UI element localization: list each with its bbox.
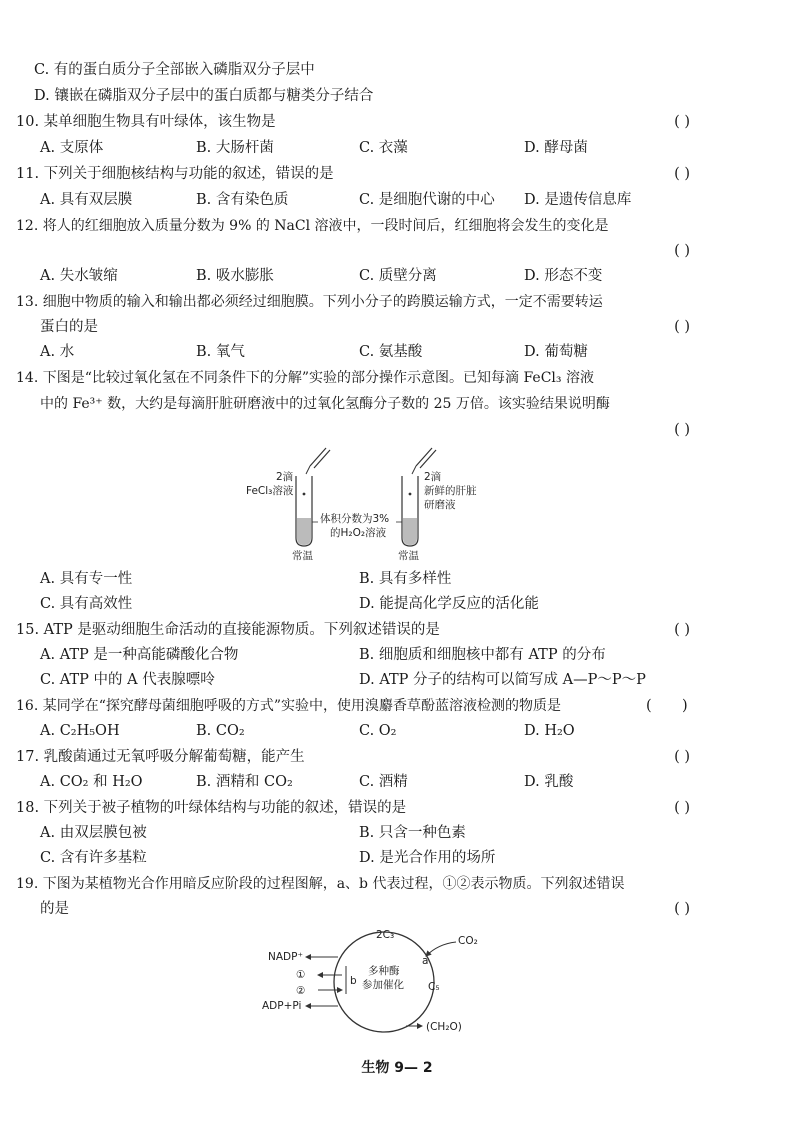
q14-option-d: D. 能提高化学反应的活化能 <box>359 596 539 612</box>
q18-stem: 18. 下列关于被子植物的叶绿体结构与功能的叙述，错误的是 <box>16 800 407 816</box>
q19-answer-paren: ( ) <box>674 901 690 917</box>
q10-option-b: B. 大肠杆菌 <box>196 140 274 156</box>
fig19-co2-label: CO₂ <box>458 935 478 947</box>
q11-answer-paren: ( ) <box>674 166 690 182</box>
q10-stem: 10. 某单细胞生物具有叶绿体，该生物是 <box>16 114 276 130</box>
fig19-2c3-label: 2C₃ <box>376 929 395 941</box>
q18-option-d: D. 是光合作用的场所 <box>359 850 496 866</box>
fig14-left-reagent: FeCl₃溶液 <box>246 485 294 497</box>
q9-option-c: C. 有的蛋白质分子全部嵌入磷脂双分子层中 <box>34 62 315 78</box>
q12-option-d: D. 形态不变 <box>524 268 603 284</box>
q12-answer-paren: ( ) <box>674 243 690 259</box>
q11-option-c: C. 是细胞代谢的中心 <box>359 192 495 208</box>
enzyme-experiment-figure <box>238 446 498 562</box>
q12-option-a: A. 失水皱缩 <box>40 268 118 284</box>
q16-stem: 16. 某同学在“探究酵母菌细胞呼吸的方式”实验中，使用溴麝香草酚蓝溶液检测的物质是 <box>16 698 562 714</box>
q17-option-c: C. 酒精 <box>359 774 408 790</box>
fig14-right-reagent-2: 研磨液 <box>424 499 456 511</box>
fig14-left-temperature: 常温 <box>292 550 313 562</box>
fig19-substance-1: ① <box>296 969 306 981</box>
fig19-adp-label: ADP+Pi <box>262 1000 302 1012</box>
q19-stem-line2: 的是 <box>40 901 69 917</box>
q15-answer-paren: ( ) <box>674 622 690 638</box>
q10-answer-paren: ( ) <box>674 114 690 130</box>
fig14-right-drop-count: 2滴 <box>424 471 442 483</box>
q13-option-a: A. 水 <box>40 344 75 360</box>
q12-option-c: C. 质壁分离 <box>359 268 437 284</box>
q15-option-b: B. 细胞质和细胞核中都有 ATP 的分布 <box>359 647 606 663</box>
q15-option-c: C. ATP 中的 A 代表腺嘌呤 <box>40 672 215 688</box>
left-test-tube <box>296 476 312 546</box>
calvin-cycle-figure <box>258 924 498 1040</box>
q16-option-d: D. H₂O <box>524 723 575 739</box>
q18-option-a: A. 由双层膜包被 <box>40 825 147 841</box>
q15-option-a: A. ATP 是一种高能磷酸化合物 <box>40 647 239 663</box>
fig19-enzyme-label-2: 参加催化 <box>362 979 404 991</box>
q13-option-b: B. 氧气 <box>196 344 245 360</box>
q14-answer-paren: ( ) <box>674 422 690 438</box>
fig19-process-a: a <box>422 955 429 967</box>
fig19-nadp-label: NADP⁺ <box>268 951 303 963</box>
q17-answer-paren: ( ) <box>674 749 690 765</box>
q17-option-a: A. CO₂ 和 H₂O <box>40 774 143 790</box>
q12-stem: 12. 将人的红细胞放入质量分数为 9% 的 NaCl 溶液中，一段时间后，红细胞将会发生的变化是 <box>16 218 609 234</box>
q14-option-b: B. 具有多样性 <box>359 571 452 587</box>
q12-option-b: B. 吸水膨胀 <box>196 268 274 284</box>
fig19-ch2o-label: (CH₂O) <box>426 1021 462 1033</box>
q10-option-d: D. 酵母菌 <box>524 140 588 156</box>
q16-option-a: A. C₂H₅OH <box>40 723 120 739</box>
q16-paren-close: ) <box>682 698 688 714</box>
fig19-substance-2: ② <box>296 985 306 997</box>
fig14-right-temperature: 常温 <box>398 550 419 562</box>
q17-stem: 17. 乳酸菌通过无氧呼吸分解葡萄糖，能产生 <box>16 749 305 765</box>
q11-option-b: B. 含有染色质 <box>196 192 289 208</box>
q14-option-a: A. 具有专一性 <box>40 571 133 587</box>
right-test-tube <box>402 476 418 546</box>
q13-stem-line1: 13. 细胞中物质的输入和输出都必须经过细胞膜。下列小分子的跨膜运输方式，一定不需要转运 <box>16 294 603 310</box>
q13-option-c: C. 氨基酸 <box>359 344 423 360</box>
q19-stem-line1: 19. 下图为某植物光合作用暗反应阶段的过程图解，a、b 代表过程，①②表示物质。下列叙述错误 <box>16 876 625 892</box>
fig14-left-drop-count: 2滴 <box>276 471 294 483</box>
q18-option-b: B. 只含一种色素 <box>359 825 466 841</box>
page-footer: 生物 9— 2 <box>361 1060 433 1076</box>
q18-option-c: C. 含有许多基粒 <box>40 850 147 866</box>
q13-stem-line2: 蛋白的是 <box>40 319 98 335</box>
q13-option-d: D. 葡萄糖 <box>524 344 588 360</box>
fig14-solution-label-2: 的H₂O₂溶液 <box>330 527 387 539</box>
fig19-process-b: b <box>350 975 357 987</box>
fig14-right-reagent-1: 新鲜的肝脏 <box>424 485 477 497</box>
q17-option-d: D. 乳酸 <box>524 774 574 790</box>
q16-option-b: B. CO₂ <box>196 723 245 739</box>
q14-option-c: C. 具有高效性 <box>40 596 133 612</box>
q18-answer-paren: ( ) <box>674 800 690 816</box>
q9-option-d: D. 镶嵌在磷脂双分子层中的蛋白质都与糖类分子结合 <box>34 88 374 104</box>
q10-option-c: C. 衣藻 <box>359 140 408 156</box>
q13-answer-paren: ( ) <box>674 319 690 335</box>
left-dropper-icon <box>306 448 330 474</box>
q11-option-d: D. 是遗传信息库 <box>524 192 632 208</box>
q15-option-d: D. ATP 分子的结构可以简写成 A—P～P～P <box>359 672 646 688</box>
fig14-solution-label-1: 体积分数为3% <box>320 513 390 525</box>
q14-stem-line1: 14. 下图是“比较过氧化氢在不同条件下的分解”实验的部分操作示意图。已知每滴 FeCl₃ 溶液 <box>16 370 594 386</box>
q17-option-b: B. 酒精和 CO₂ <box>196 774 293 790</box>
q11-option-a: A. 具有双层膜 <box>40 192 133 208</box>
q16-paren-open: ( <box>646 698 652 714</box>
q15-stem: 15. ATP 是驱动细胞生命活动的直接能源物质。下列叙述错误的是 <box>16 622 440 638</box>
fig19-c5-label: C₅ <box>428 981 440 993</box>
q16-option-c: C. O₂ <box>359 723 397 739</box>
q10-option-a: A. 支原体 <box>40 140 104 156</box>
q11-stem: 11. 下列关于细胞核结构与功能的叙述，错误的是 <box>16 166 334 182</box>
fig19-enzyme-label-1: 多种酶 <box>368 965 400 977</box>
q14-stem-line2: 中的 Fe³⁺ 数，大约是每滴肝脏研磨液中的过氧化氢酶分子数的 25 万倍。该实验结果说明酶 <box>40 396 610 412</box>
